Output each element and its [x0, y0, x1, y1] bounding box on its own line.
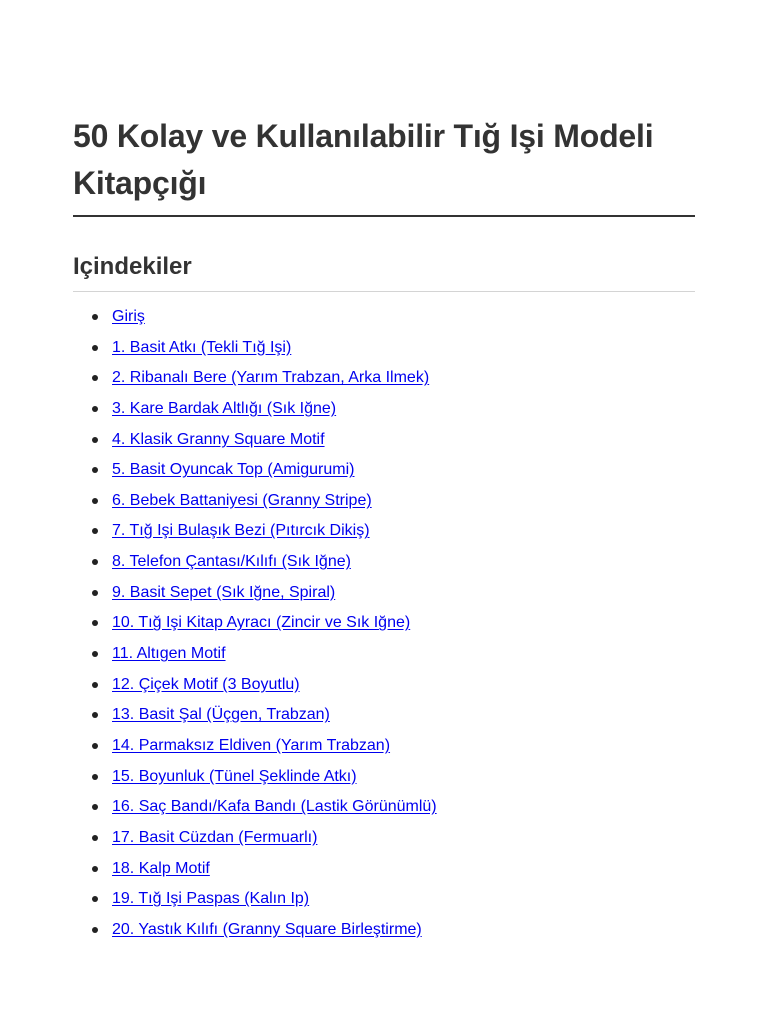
toc-item [73, 427, 695, 458]
toc-link[interactable]: 13. Basit Şal (Üçgen, Trabzan) [112, 706, 330, 724]
bullet-icon [92, 437, 98, 443]
toc-link[interactable]: 5. Basit Oyuncak Top (Amigurumi) [112, 461, 355, 479]
toc-link[interactable]: 2. Ribanalı Bere (Yarım Trabzan, Arka Ilmek) [112, 369, 430, 387]
bullet-icon [92, 620, 98, 626]
toc-link[interactable]: 11. Altıgen Motif [112, 645, 226, 663]
toc-item [73, 733, 695, 764]
toc-link[interactable]: 10. Tığ Işi Kitap Ayracı (Zincir ve Sık Iğne) [112, 614, 411, 632]
toc-item [73, 365, 695, 396]
toc-divider [73, 291, 695, 292]
bullet-icon [92, 896, 98, 902]
toc-item [73, 856, 695, 887]
toc-heading: Içindekiler [73, 253, 192, 280]
bullet-icon [92, 835, 98, 841]
toc-item [73, 335, 695, 366]
bullet-icon [92, 651, 98, 657]
toc-item [73, 580, 695, 611]
toc-link[interactable]: 7. Tığ Işi Bulaşık Bezi (Pıtırcık Dikiş) [112, 522, 370, 540]
bullet-icon [92, 743, 98, 749]
toc-list [73, 304, 695, 947]
bullet-icon [92, 528, 98, 534]
toc-item [73, 794, 695, 825]
toc-link[interactable]: 18. Kalp Motif [112, 859, 210, 877]
toc-link[interactable]: 14. Parmaksız Eldiven (Yarım Trabzan) [112, 736, 391, 754]
bullet-icon [92, 712, 98, 718]
bullet-icon [92, 682, 98, 688]
toc-item [73, 917, 695, 948]
page-title: 50 Kolay ve Kullanılabilir Tığ Işi Modeli Kitapçığı [73, 118, 654, 201]
toc-link[interactable]: 12. Çiçek Motif (3 Boyutlu) [112, 675, 300, 693]
bullet-icon [92, 774, 98, 780]
toc-item [73, 518, 695, 549]
toc-item [73, 549, 695, 580]
toc-item [73, 488, 695, 519]
toc-link[interactable]: Giriş [112, 308, 145, 325]
toc-item [73, 886, 695, 917]
toc-link[interactable]: 8. Telefon Çantası/Kılıfı (Sık Iğne) [112, 553, 351, 571]
bullet-icon [92, 406, 98, 412]
toc-link[interactable]: 15. Boyunluk (Tünel Şeklinde Atkı) [112, 767, 357, 785]
toc-link[interactable]: 17. Basit Cüzdan (Fermuarlı) [112, 828, 318, 846]
toc-link[interactable]: 19. Tığ Işi Paspas (Kalın Ip) [112, 890, 310, 908]
toc-link[interactable]: 20. Yastık Kılıfı (Granny Square Birleştirme) [112, 920, 422, 938]
toc-item [73, 764, 695, 795]
toc-item [73, 702, 695, 733]
bullet-icon [92, 866, 98, 872]
toc-link[interactable]: 4. Klasik Granny Square Motif [112, 430, 325, 448]
bullet-icon [92, 927, 98, 933]
bullet-icon [92, 314, 98, 320]
bullet-icon [92, 498, 98, 504]
title-divider [73, 215, 695, 217]
toc-item [73, 304, 695, 335]
toc-link[interactable]: 3. Kare Bardak Altlığı (Sık Iğne) [112, 399, 337, 417]
toc-link[interactable]: 1. Basit Atkı (Tekli Tığ Işi) [112, 338, 292, 356]
toc-item [73, 641, 695, 672]
toc-link[interactable]: 6. Bebek Battaniyesi (Granny Stripe) [112, 491, 372, 509]
toc-link[interactable]: 16. Saç Bandı/Kafa Bandı (Lastik Görünümlü) [112, 798, 437, 816]
toc-item [73, 825, 695, 856]
document-content [73, 0, 695, 947]
bullet-icon [92, 804, 98, 810]
bullet-icon [92, 375, 98, 381]
bullet-icon [92, 467, 98, 473]
bullet-icon [92, 590, 98, 596]
bullet-icon [92, 559, 98, 565]
toc-item [73, 396, 695, 427]
toc-item [73, 672, 695, 703]
toc-item [73, 610, 695, 641]
toc-link[interactable]: 9. Basit Sepet (Sık Iğne, Spiral) [112, 583, 336, 601]
toc-item [73, 457, 695, 488]
bullet-icon [92, 345, 98, 351]
